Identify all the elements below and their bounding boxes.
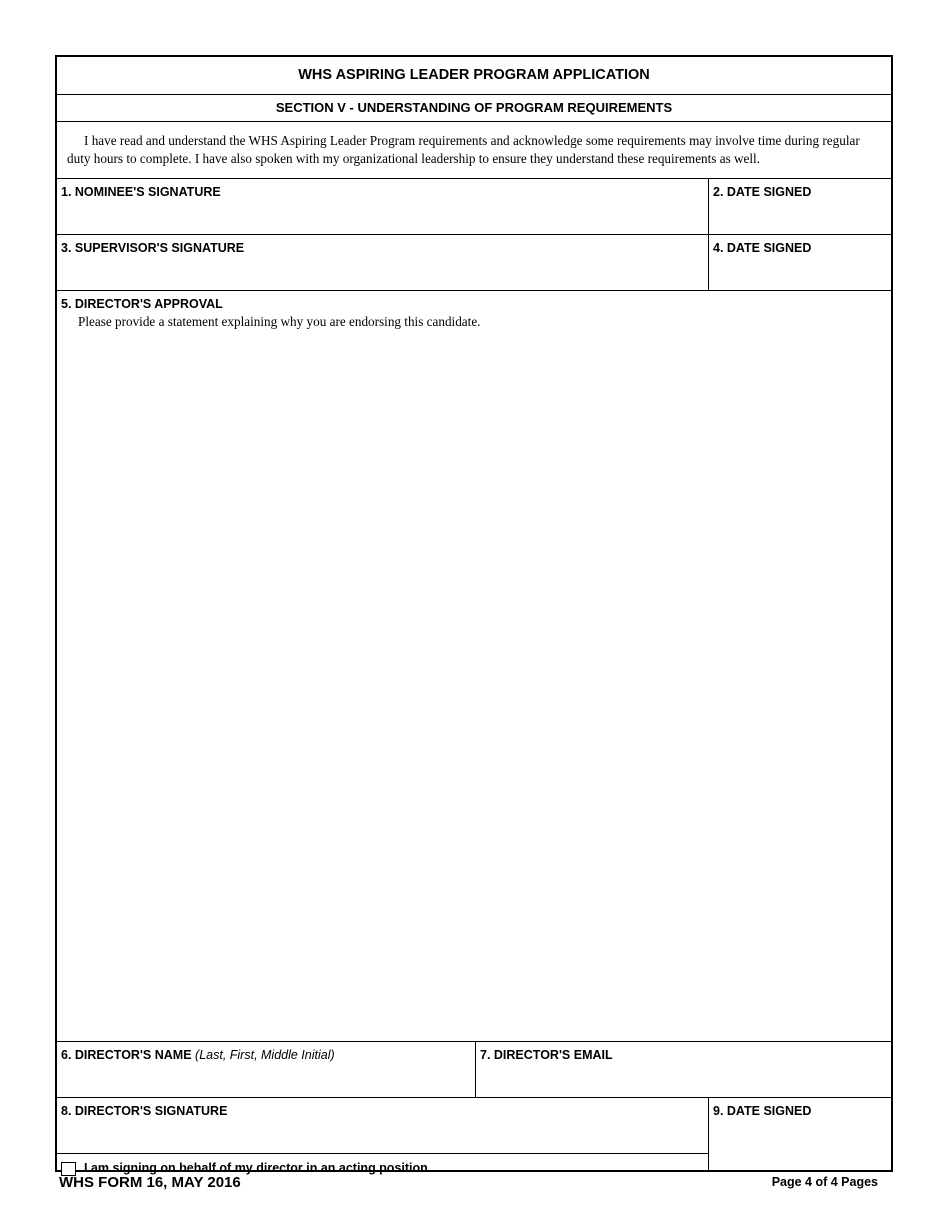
acknowledgement-text: I have read and understand the WHS Aspiring Leader Program requirements and acknowledge some requirements may involve time during regular duty hours to complete. I have also spoken with my organizational leadership to ensure they understand these requirements as well.	[67, 133, 860, 166]
director-approval-label: 5. DIRECTOR'S APPROVAL	[61, 297, 223, 311]
director-approval-instruction: Please provide a statement explaining why you are endorsing this candidate.	[78, 314, 481, 329]
director-name-label	[61, 1048, 335, 1062]
page-number: Page 4 of 4 Pages	[771, 1175, 878, 1189]
director-signature-label: 8. DIRECTOR'S SIGNATURE	[61, 1104, 228, 1118]
nominee-signature-field[interactable]	[57, 178, 709, 234]
director-email-field[interactable]	[476, 1041, 893, 1097]
application-form	[55, 55, 893, 1175]
date-signed-4-field[interactable]	[709, 234, 893, 290]
director-name-hint: (Last, First, Middle Initial)	[195, 1048, 335, 1062]
form-identifier: WHS FORM 16, MAY 2016	[59, 1174, 241, 1191]
date-signed-9-label: 9. DATE SIGNED	[713, 1104, 812, 1118]
date-signed-2-label: 2. DATE SIGNED	[713, 185, 812, 199]
nominee-signature-label: 1. NOMINEE'S SIGNATURE	[61, 185, 221, 199]
director-approval-field[interactable]	[57, 290, 893, 1041]
acknowledgement-statement	[57, 121, 891, 178]
supervisor-signature-label: 3. SUPERVISOR'S SIGNATURE	[61, 241, 245, 255]
director-name-field[interactable]	[57, 1041, 476, 1097]
acting-position-label: I am signing on behalf of my director in an acting position.	[84, 1161, 432, 1175]
director-email-label: 7. DIRECTOR'S EMAIL	[480, 1048, 613, 1062]
form-title: WHS ASPIRING LEADER PROGRAM APPLICATION	[298, 67, 650, 83]
date-signed-4-label: 4. DATE SIGNED	[713, 241, 812, 255]
section-title: SECTION V - UNDERSTANDING OF PROGRAM REQUIREMENTS	[57, 94, 891, 121]
director-name-label-text: 6. DIRECTOR'S NAME	[61, 1048, 192, 1062]
date-signed-9-field[interactable]	[709, 1097, 893, 1172]
director-signature-field[interactable]	[57, 1097, 709, 1153]
date-signed-2-field[interactable]	[709, 178, 893, 234]
supervisor-signature-field[interactable]	[57, 234, 709, 290]
